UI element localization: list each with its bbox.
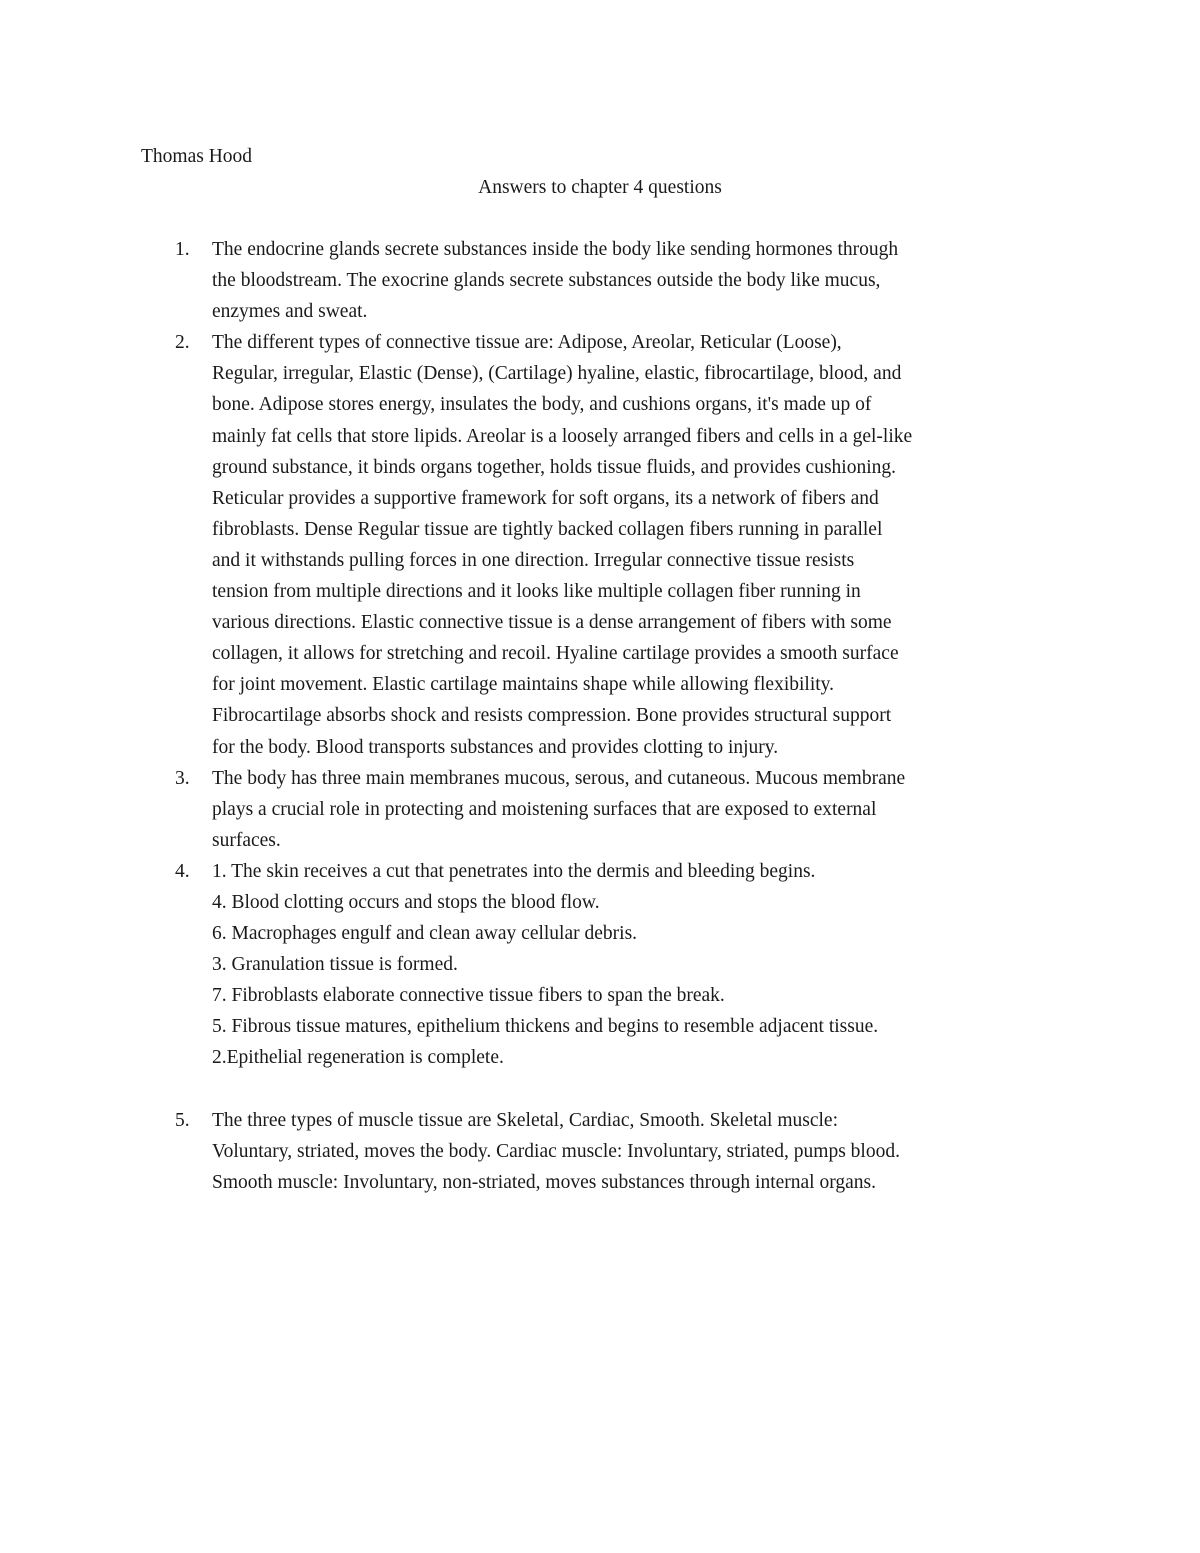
answer-text-line: fibroblasts. Dense Regular tissue are tightly backed collagen fibers running in parallel — [212, 518, 883, 540]
answer-text-line: mainly fat cells that store lipids. Areolar is a loosely arranged fibers and cells in a gel-like — [212, 425, 913, 447]
answer-text-line: enzymes and sweat. — [212, 301, 368, 323]
answer-number: 4. — [175, 860, 190, 882]
answer-item-2 — [141, 327, 1071, 762]
answer-text-line: for the body. Blood transports substances and provides clotting to injury. — [212, 736, 779, 758]
healing-step: 3. Granulation tissue is formed. — [212, 954, 458, 976]
answer-text-line: surfaces. — [212, 829, 281, 851]
answer-item-4 — [141, 856, 1071, 1105]
blank-line — [212, 1074, 1071, 1105]
answer-text-line: ground substance, it binds organs together, holds tissue fluids, and provides cushioning. — [212, 456, 896, 478]
answer-text-line: Reticular provides a supportive framework for soft organs, its a network of fibers and — [212, 487, 879, 509]
document-title: Answers to chapter 4 questions — [478, 177, 722, 198]
answer-text-line: Smooth muscle: Involuntary, non-striated, moves substances through internal organs. — [212, 1171, 876, 1193]
answer-text-line: and it withstands pulling forces in one direction. Irregular connective tissue resists — [212, 549, 855, 571]
answer-text-line: The endocrine glands secrete substances inside the body like sending hormones through — [212, 239, 899, 260]
answer-text-line: The three types of muscle tissue are Skeletal, Cardiac, Smooth. Skeletal muscle: — [212, 1109, 838, 1131]
healing-step: 5. Fibrous tissue matures, epithelium thickens and begins to resemble adjacent tissue. — [212, 1016, 879, 1038]
answer-item-5 — [141, 1105, 1071, 1198]
healing-step: 2.Epithelial regeneration is complete. — [212, 1047, 504, 1069]
answer-number: 3. — [175, 767, 190, 789]
author-name: Thomas Hood — [141, 146, 253, 167]
answer-text-line: the bloodstream. The exocrine glands secrete substances outside the body like mucus, — [212, 270, 881, 292]
answer-text-line: for joint movement. Elastic cartilage maintains shape while allowing flexibility. — [212, 674, 835, 696]
answer-text-line: Voluntary, striated, moves the body. Cardiac muscle: Involuntary, striated, pumps blood. — [212, 1140, 900, 1162]
answer-number: 1. — [175, 239, 190, 260]
healing-step: 6. Macrophages engulf and clean away cellular debris. — [212, 923, 638, 945]
answer-text-line: plays a crucial role in protecting and moistening surfaces that are exposed to external — [212, 798, 877, 820]
healing-step: 4. Blood clotting occurs and stops the blood flow. — [212, 891, 600, 913]
answer-text-line: tension from multiple directions and it looks like multiple collagen fiber running in — [212, 581, 861, 603]
answer-text-line: collagen, it allows for stretching and recoil. Hyaline cartilage provides a smooth surface — [212, 643, 899, 665]
healing-step: 7. Fibroblasts elaborate connective tissue fibers to span the break. — [212, 985, 725, 1007]
answer-text-line: Fibrocartilage absorbs shock and resists compression. Bone provides structural support — [212, 705, 892, 727]
answer-item-3 — [141, 763, 1071, 856]
answer-number: 5. — [175, 1109, 190, 1131]
answer-text-line: Regular, irregular, Elastic (Dense), (Cartilage) hyaline, elastic, fibrocartilage, blood, and — [212, 363, 902, 385]
answer-text-line: The different types of connective tissue are: Adipose, Areolar, Reticular (Loose), — [212, 332, 842, 354]
answer-number: 2. — [175, 332, 190, 354]
healing-step: 1. The skin receives a cut that penetrates into the dermis and bleeding begins. — [212, 860, 816, 882]
answer-text-line: bone. Adipose stores energy, insulates the body, and cushions organs, it's made up of — [212, 394, 872, 416]
answer-text-line: various directions. Elastic connective tissue is a dense arrangement of fibers with some — [212, 612, 892, 634]
answer-list — [141, 234, 1071, 1198]
answer-text-line: The body has three main membranes mucous, serous, and cutaneous. Mucous membrane — [212, 767, 906, 789]
answer-item-1 — [141, 234, 1071, 327]
